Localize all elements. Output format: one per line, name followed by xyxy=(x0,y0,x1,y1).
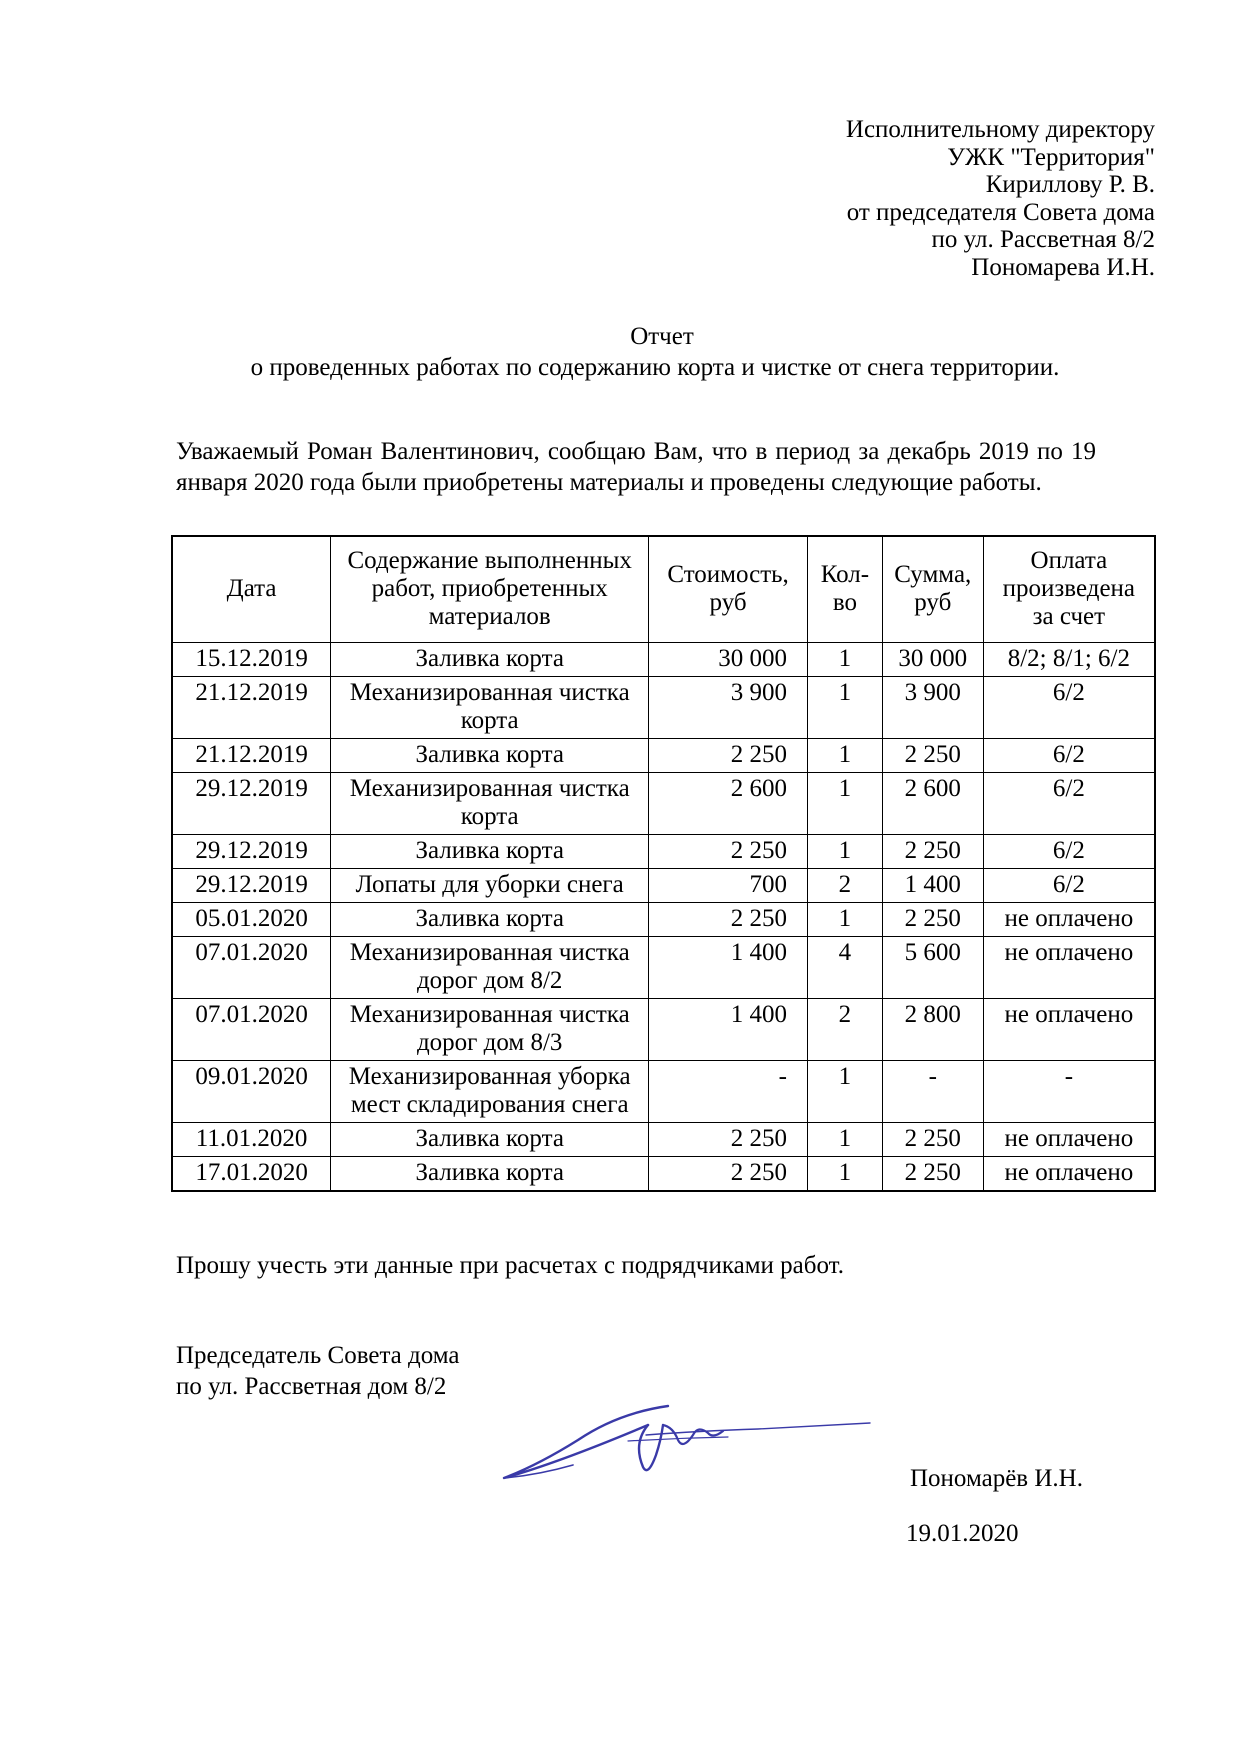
cell-quantity: 1 xyxy=(807,1061,882,1123)
cell-cost: 700 xyxy=(649,869,808,903)
cell-quantity: 1 xyxy=(807,643,882,677)
cell-description: Механизированная чистка корта xyxy=(331,773,649,835)
cell-description: Заливка корта xyxy=(331,1123,649,1157)
cell-cost: 2 250 xyxy=(649,1157,808,1192)
table-body xyxy=(172,643,1155,1192)
cell-payment: не оплачено xyxy=(983,937,1155,999)
table-row xyxy=(172,1061,1155,1123)
cell-description: Механизированная уборка мест складирования снега xyxy=(331,1061,649,1123)
cell-date: 05.01.2020 xyxy=(172,903,331,937)
cell-payment: не оплачено xyxy=(983,1123,1155,1157)
handwritten-signature xyxy=(498,1395,898,1490)
closing-request: Прошу учесть эти данные при расчетах с подрядчиками работ. xyxy=(176,1252,844,1279)
cell-description: Механизированная чистка дорог дом 8/2 xyxy=(331,937,649,999)
cell-date: 29.12.2019 xyxy=(172,869,331,903)
cell-date: 17.01.2020 xyxy=(172,1157,331,1192)
header-description: Содержание выполненных работ, приобретенных материалов xyxy=(331,536,649,643)
cell-payment: 8/2; 8/1; 6/2 xyxy=(983,643,1155,677)
cell-sum: 2 250 xyxy=(882,1157,983,1192)
cell-date: 29.12.2019 xyxy=(172,773,331,835)
cell-date: 11.01.2020 xyxy=(172,1123,331,1157)
table-row xyxy=(172,1157,1155,1192)
header-quantity: Кол-во xyxy=(807,536,882,643)
cell-sum: 2 250 xyxy=(882,739,983,773)
cell-payment: 6/2 xyxy=(983,739,1155,773)
header-sum: Сумма, руб xyxy=(882,536,983,643)
title-line-1: Отчет xyxy=(630,323,694,350)
cell-date: 07.01.2020 xyxy=(172,937,331,999)
cell-date: 09.01.2020 xyxy=(172,1061,331,1123)
document-date: 19.01.2020 xyxy=(906,1520,1019,1547)
cell-sum: 2 250 xyxy=(882,1123,983,1157)
cell-payment: не оплачено xyxy=(983,903,1155,937)
title-line-2: о проведенных работах по содержанию корта и чистке от снега территории. xyxy=(250,354,1060,381)
cell-sum: 2 250 xyxy=(882,835,983,869)
cell-payment: 6/2 xyxy=(983,677,1155,739)
cell-quantity: 2 xyxy=(807,999,882,1061)
table-row xyxy=(172,903,1155,937)
table-row xyxy=(172,739,1155,773)
table-row xyxy=(172,835,1155,869)
cell-quantity: 2 xyxy=(807,869,882,903)
table-row xyxy=(172,1123,1155,1157)
cell-sum: 2 800 xyxy=(882,999,983,1061)
cell-date: 07.01.2020 xyxy=(172,999,331,1061)
addressee-line: по ул. Рассветная 8/2 xyxy=(931,226,1155,253)
table-header-row xyxy=(172,536,1155,643)
cell-date: 29.12.2019 xyxy=(172,835,331,869)
cell-quantity: 1 xyxy=(807,1123,882,1157)
signer-title-line-2: по ул. Рассветная дом 8/2 xyxy=(176,1373,447,1400)
cell-quantity: 4 xyxy=(807,937,882,999)
cell-sum: 2 250 xyxy=(882,903,983,937)
cell-date: 15.12.2019 xyxy=(172,643,331,677)
table-row xyxy=(172,999,1155,1061)
header-cost: Стоимость, руб xyxy=(649,536,808,643)
header-payment: Оплата произведена за счет xyxy=(983,536,1155,643)
intro-paragraph: Уважаемый Роман Валентинович, сообщаю Вам, что в период за декабрь 2019 по 19 января 2020 года были приобретены материалы и проведены следующие работы. xyxy=(176,438,1096,496)
cell-date: 21.12.2019 xyxy=(172,677,331,739)
cell-quantity: 1 xyxy=(807,903,882,937)
cell-cost: 1 400 xyxy=(649,999,808,1061)
table-row xyxy=(172,869,1155,903)
cell-description: Механизированная чистка корта xyxy=(331,677,649,739)
cell-cost: 2 250 xyxy=(649,739,808,773)
cell-sum: 1 400 xyxy=(882,869,983,903)
addressee-line: от председателя Совета дома xyxy=(846,198,1155,226)
cell-payment: 6/2 xyxy=(983,773,1155,835)
signer-title-line-1: Председатель Совета дома xyxy=(176,1342,460,1369)
cell-sum: - xyxy=(882,1061,983,1123)
cell-cost: 2 600 xyxy=(649,773,808,835)
addressee-line: УЖК "Территория" xyxy=(947,143,1155,171)
signer-title xyxy=(176,1340,460,1402)
cell-quantity: 1 xyxy=(807,1157,882,1192)
cell-cost: - xyxy=(649,1061,808,1123)
cell-sum: 2 600 xyxy=(882,773,983,835)
cell-description: Заливка корта xyxy=(331,903,649,937)
cell-sum: 3 900 xyxy=(882,677,983,739)
cell-quantity: 1 xyxy=(807,835,882,869)
cell-description: Механизированная чистка дорог дом 8/3 xyxy=(331,999,649,1061)
cell-quantity: 1 xyxy=(807,739,882,773)
header-date: Дата xyxy=(172,536,331,643)
cell-description: Заливка корта xyxy=(331,835,649,869)
cell-description: Заливка корта xyxy=(331,643,649,677)
cell-cost: 1 400 xyxy=(649,937,808,999)
cell-payment: 6/2 xyxy=(983,835,1155,869)
cell-description: Заливка корта xyxy=(331,1157,649,1192)
cell-payment: не оплачено xyxy=(983,1157,1155,1192)
addressee-block xyxy=(846,116,1155,281)
cell-description: Лопаты для уборки снега xyxy=(331,869,649,903)
cell-cost: 3 900 xyxy=(649,677,808,739)
cell-cost: 2 250 xyxy=(649,1123,808,1157)
table-row xyxy=(172,677,1155,739)
cell-payment: 6/2 xyxy=(983,869,1155,903)
addressee-line: Пономарева И.Н. xyxy=(971,253,1155,281)
cell-cost: 2 250 xyxy=(649,903,808,937)
table-row xyxy=(172,937,1155,999)
cell-sum: 30 000 xyxy=(882,643,983,677)
signer-name: Пономарёв И.Н. xyxy=(910,1465,1083,1492)
cell-payment: не оплачено xyxy=(983,999,1155,1061)
addressee-line: Исполнительному директору xyxy=(845,116,1155,143)
cell-cost: 30 000 xyxy=(649,643,808,677)
cell-quantity: 1 xyxy=(807,773,882,835)
table-row xyxy=(172,773,1155,835)
cell-description: Заливка корта xyxy=(331,739,649,773)
cell-date: 21.12.2019 xyxy=(172,739,331,773)
cell-payment: - xyxy=(983,1061,1155,1123)
addressee-line: Кириллову Р. В. xyxy=(985,171,1155,198)
document-title xyxy=(0,321,1240,383)
table-row xyxy=(172,643,1155,677)
cell-quantity: 1 xyxy=(807,677,882,739)
cell-cost: 2 250 xyxy=(649,835,808,869)
cell-sum: 5 600 xyxy=(882,937,983,999)
works-table xyxy=(171,535,1156,1192)
